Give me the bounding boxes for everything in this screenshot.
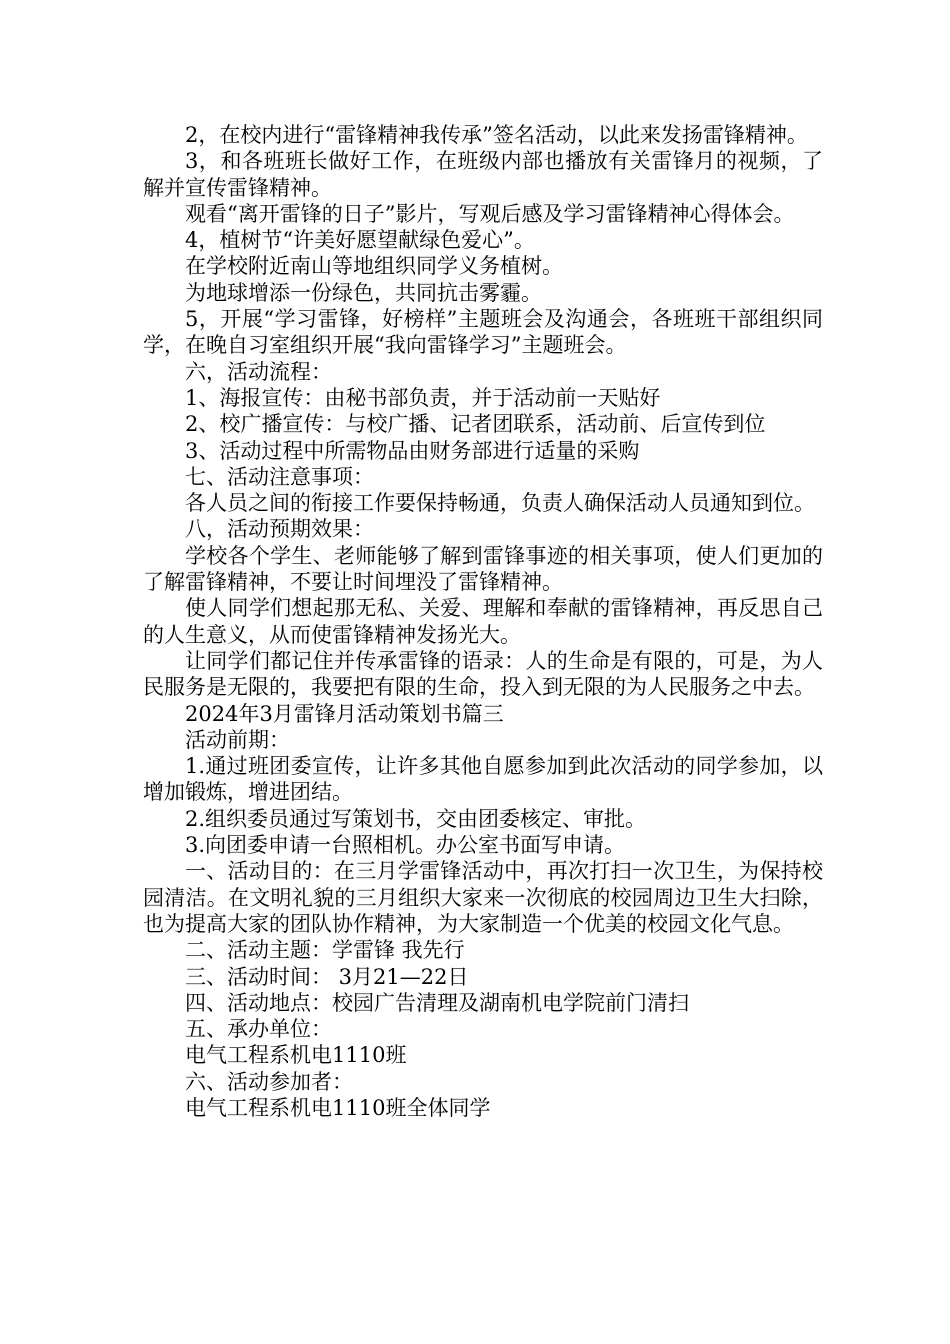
section-heading: 六，活动流程： bbox=[185, 359, 332, 384]
paragraph: 各人员之间的衔接工作要保持畅通，负责人确保活动人员通知到位。 bbox=[185, 491, 815, 516]
document-body bbox=[143, 122, 823, 1121]
section-heading: 六、活动参加者： bbox=[185, 1069, 353, 1094]
paragraph: 在学校附近南山等地组织同学义务植树。 bbox=[185, 254, 563, 279]
paragraph: 一、活动目的：在三月学雷锋活动中，再次打扫一次卫生，为保持校园清洁。在文明礼貌的三月组织大家来一次彻底的校园周边卫生大扫除，也为提高大家的团队协作精神，为大家制造一个优美的校园文化气息。 bbox=[143, 859, 823, 936]
paragraph: 3.向团委申请一台照相机。办公室书面写申请。 bbox=[185, 833, 626, 858]
paragraph: 2、校广播宣传：与校广播、记者团联系，活动前、后宣传到位 bbox=[185, 412, 766, 437]
paragraph: 1、海报宣传：由秘书部负责，并于活动前一天贴好 bbox=[185, 385, 661, 410]
section-heading: 活动前期： bbox=[185, 727, 290, 752]
paragraph: 电气工程系机电1110班 bbox=[185, 1043, 407, 1068]
paragraph: 让同学们都记住并传承雷锋的语录：人的生命是有限的，可是，为人民服务是无限的，我要把有限的生命，投入到无限的为人民服务之中去。 bbox=[143, 648, 823, 700]
section-heading: 七、活动注意事项： bbox=[185, 464, 374, 489]
paragraph: 3，和各班班长做好工作，在班级内部也播放有关雷锋月的视频，了解并宣传雷锋精神。 bbox=[143, 149, 823, 200]
paragraph: 1.通过班团委宣传，让许多其他自愿参加到此次活动的同学参加，以增加锻炼，增进团结。 bbox=[143, 754, 823, 805]
section-heading: 五、承办单位： bbox=[185, 1017, 332, 1042]
paragraph: 电气工程系机电1110班全体同学 bbox=[185, 1095, 491, 1120]
paragraph: 三、活动时间： 3月21—22日 bbox=[185, 964, 469, 989]
paragraph: 4，植树节“许美好愿望献绿色爱心”。 bbox=[185, 228, 535, 253]
paragraph: 5，开展“学习雷锋，好榜样”主题班会及沟通会，各班班干部组织同学，在晚自习室组织开展“我向雷锋学习”主题班会。 bbox=[143, 307, 823, 358]
paragraph: 观看“离开雷锋的日子”影片，写观后感及学习雷锋精神心得体会。 bbox=[185, 201, 795, 226]
paragraph: 二、活动主题：学雷锋 我先行 bbox=[185, 938, 465, 963]
document-section-title: 2024年3月雷锋月活动策划书篇三 bbox=[185, 701, 504, 726]
paragraph: 使人同学们想起那无私、关爱、理解和奉献的雷锋精神，再反思自己的人生意义，从而使雷锋精神发扬光大。 bbox=[143, 596, 823, 647]
paragraph: 学校各个学生、老师能够了解到雷锋事迹的相关事项，使人们更加的了解雷锋精神，不要让时间埋没了雷锋精神。 bbox=[143, 543, 823, 595]
paragraph: 为地球增添一份绿色，共同抗击雾霾。 bbox=[185, 280, 542, 305]
paragraph: 四、活动地点：校园广告清理及湖南机电学院前门清扫 bbox=[185, 990, 689, 1015]
section-heading: 八，活动预期效果： bbox=[185, 517, 374, 542]
paragraph: 3、活动过程中所需物品由财务部进行适量的采购 bbox=[185, 438, 640, 463]
paragraph: 2.组织委员通过写策划书，交由团委核定、审批。 bbox=[185, 806, 647, 831]
paragraph: 2，在校内进行“雷锋精神我传承”签名活动，以此来发扬雷锋精神。 bbox=[185, 123, 808, 147]
